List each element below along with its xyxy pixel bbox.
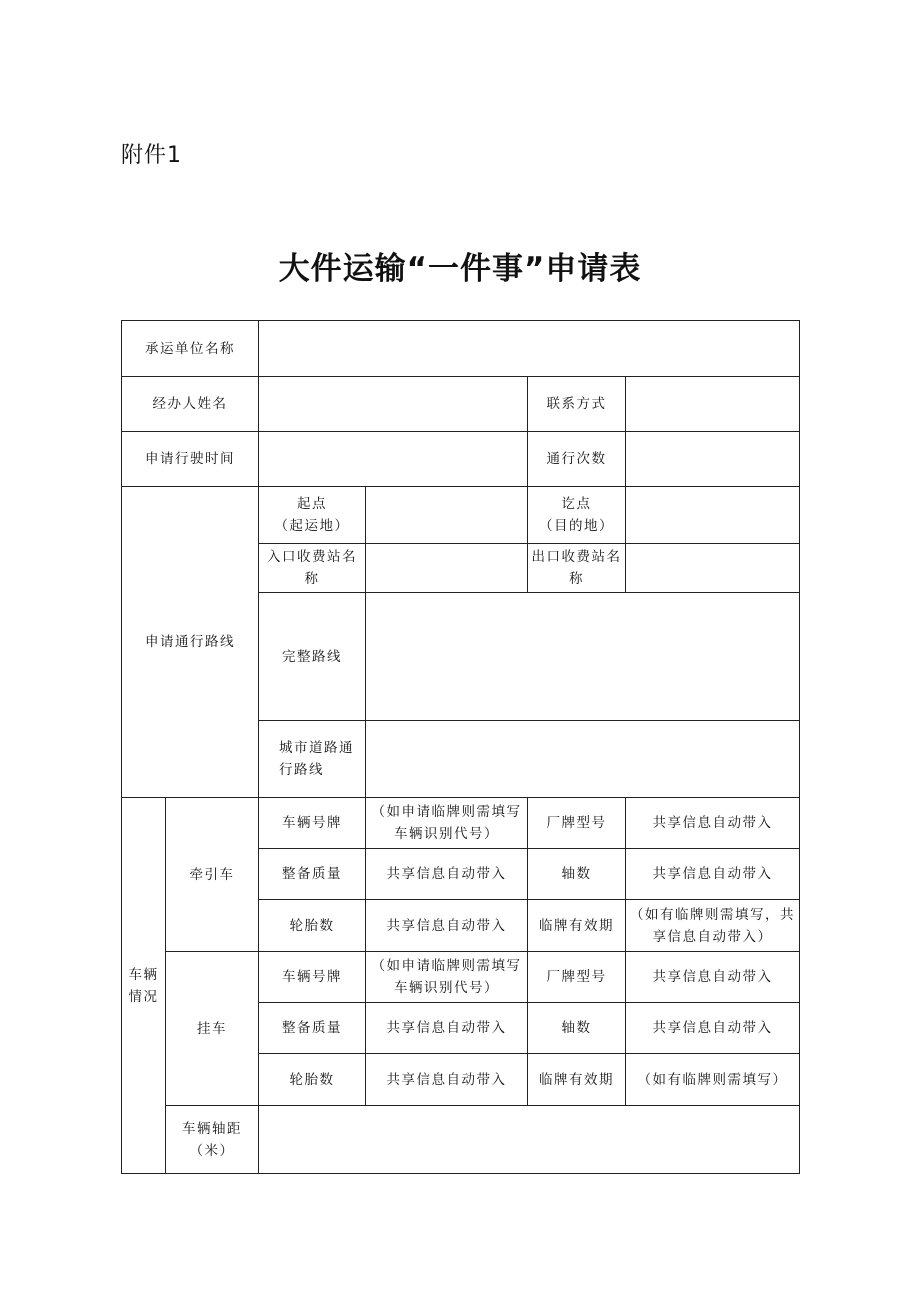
table-row bbox=[122, 377, 800, 432]
table-row bbox=[122, 798, 800, 849]
start-field[interactable] bbox=[366, 487, 528, 544]
tractor-plate-label: 车辆号牌 bbox=[259, 798, 366, 849]
tractor-plate-hint[interactable]: （如申请临牌则需填写车辆识别代号） bbox=[366, 798, 528, 849]
carrier-name-label: 承运单位名称 bbox=[122, 321, 259, 377]
tractor-tire-label: 轮胎数 bbox=[259, 900, 366, 952]
table-row bbox=[122, 487, 800, 544]
vehicle-info-label: 车辆情况 bbox=[122, 798, 166, 1174]
trailer-axle-label: 轴数 bbox=[528, 1003, 626, 1054]
full-route-label: 完整路线 bbox=[259, 593, 366, 721]
tractor-tire-value[interactable]: 共享信息自动带入 bbox=[366, 900, 528, 952]
handler-name-label: 经办人姓名 bbox=[122, 377, 259, 432]
start-sub-label: （起运地） bbox=[274, 518, 350, 534]
tractor-mass-label: 整备质量 bbox=[259, 849, 366, 900]
contact-label: 联系方式 bbox=[528, 377, 626, 432]
trailer-plate-hint[interactable]: （如申请临牌则需填写车辆识别代号） bbox=[366, 952, 528, 1003]
table-row bbox=[122, 432, 800, 487]
tractor-label: 牵引车 bbox=[166, 798, 259, 952]
trailer-label: 挂车 bbox=[166, 952, 259, 1106]
attachment-label: 附件1 bbox=[121, 143, 182, 168]
end-sub-label: （目的地） bbox=[539, 518, 614, 534]
tractor-axle-value[interactable]: 共享信息自动带入 bbox=[626, 849, 800, 900]
table-row bbox=[122, 321, 800, 377]
table-row bbox=[122, 952, 800, 1003]
form-title: 大件运输“一件事”申请表 bbox=[278, 251, 642, 287]
drive-time-label: 申请行驶时间 bbox=[122, 432, 259, 487]
pass-count-label: 通行次数 bbox=[528, 432, 626, 487]
axle-distance-label: 车辆轴距（米） bbox=[166, 1106, 259, 1174]
entry-station-field[interactable] bbox=[366, 544, 528, 593]
carrier-name-field[interactable] bbox=[259, 321, 800, 377]
table-row bbox=[122, 1106, 800, 1174]
trailer-tire-label: 轮胎数 bbox=[259, 1054, 366, 1106]
axle-distance-field[interactable] bbox=[259, 1106, 800, 1174]
entry-station-label: 入口收费站名称 bbox=[259, 544, 366, 593]
exit-station-field[interactable] bbox=[626, 544, 800, 593]
pass-count-field[interactable] bbox=[626, 432, 800, 487]
tractor-mass-value[interactable]: 共享信息自动带入 bbox=[366, 849, 528, 900]
trailer-mass-value[interactable]: 共享信息自动带入 bbox=[366, 1003, 528, 1054]
tractor-axle-label: 轴数 bbox=[528, 849, 626, 900]
trailer-axle-value[interactable]: 共享信息自动带入 bbox=[626, 1003, 800, 1054]
contact-field[interactable] bbox=[626, 377, 800, 432]
trailer-temp-plate-label: 临牌有效期 bbox=[528, 1054, 626, 1106]
tractor-model-label: 厂牌型号 bbox=[528, 798, 626, 849]
tractor-temp-plate-value[interactable]: （如有临牌则需填写，共享信息自动带入） bbox=[626, 900, 800, 952]
end-label-cell bbox=[528, 487, 626, 544]
tractor-model-value[interactable]: 共享信息自动带入 bbox=[626, 798, 800, 849]
route-label: 申请通行路线 bbox=[122, 487, 259, 798]
trailer-model-value[interactable]: 共享信息自动带入 bbox=[626, 952, 800, 1003]
trailer-tire-value[interactable]: 共享信息自动带入 bbox=[366, 1054, 528, 1106]
end-field[interactable] bbox=[626, 487, 800, 544]
exit-station-label: 出口收费站名称 bbox=[528, 544, 626, 593]
end-label: 讫点 bbox=[561, 496, 592, 512]
trailer-model-label: 厂牌型号 bbox=[528, 952, 626, 1003]
application-form-table bbox=[121, 320, 800, 1174]
tractor-temp-plate-label: 临牌有效期 bbox=[528, 900, 626, 952]
start-label: 起点 bbox=[297, 496, 327, 512]
trailer-temp-plate-value[interactable]: （如有临牌则需填写） bbox=[626, 1054, 800, 1106]
trailer-plate-label: 车辆号牌 bbox=[259, 952, 366, 1003]
trailer-mass-label: 整备质量 bbox=[259, 1003, 366, 1054]
city-route-label: 城市道路通行路线 bbox=[259, 721, 366, 798]
city-route-field[interactable] bbox=[366, 721, 800, 798]
start-label-cell bbox=[259, 487, 366, 544]
full-route-field[interactable] bbox=[366, 593, 800, 721]
drive-time-field[interactable] bbox=[259, 432, 528, 487]
handler-name-field[interactable] bbox=[259, 377, 528, 432]
